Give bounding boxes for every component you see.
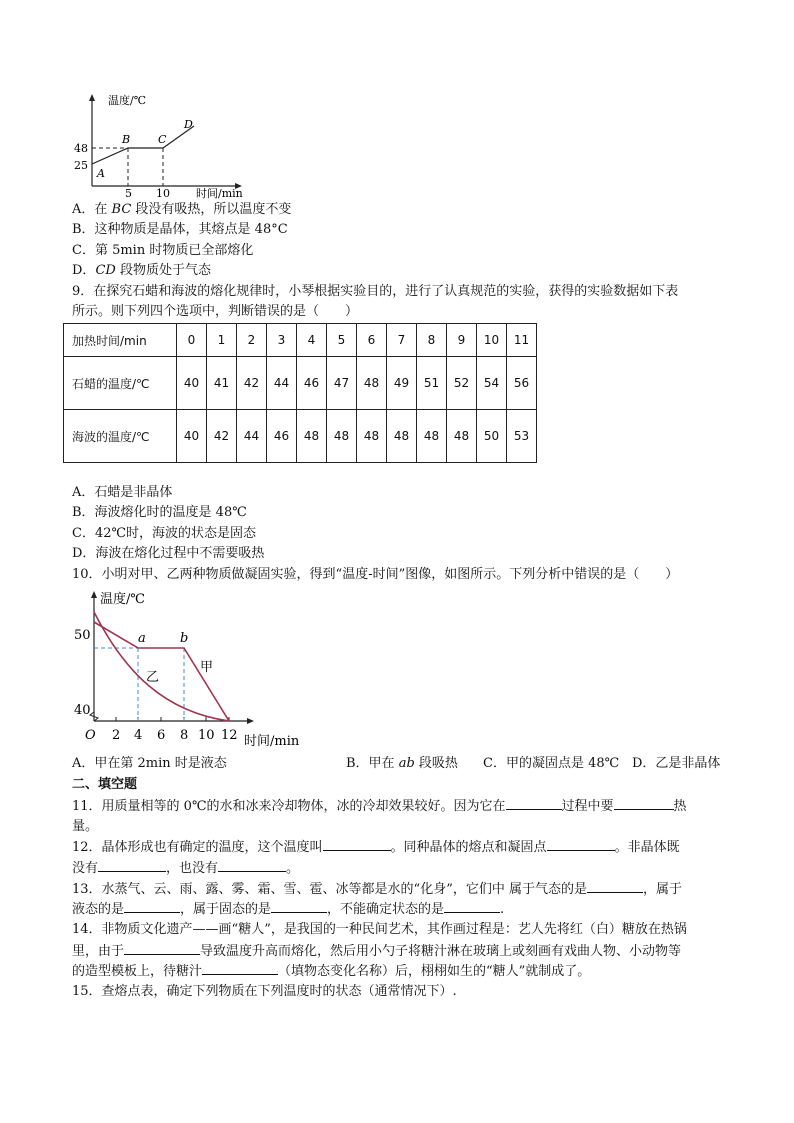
graph2-origin: O	[85, 728, 96, 743]
q11-line2: 量。	[72, 819, 99, 834]
table-cell: 42	[207, 410, 237, 463]
graph1-point-d: D	[184, 118, 193, 131]
table-cell: 44	[237, 410, 267, 463]
q9-option-a: A．石蜡是非晶体	[72, 485, 173, 500]
q14-blank-2[interactable]	[202, 962, 278, 975]
q10-option-a: A．甲在第 2min 时是液态	[72, 756, 227, 771]
table-row-paraffin	[64, 357, 537, 410]
table-cell: 6	[357, 324, 387, 357]
table-cell: 42	[237, 357, 267, 410]
q9-data-table	[63, 323, 537, 463]
q10-option-b: B．甲在 ab 段吸热	[346, 756, 458, 771]
table-cell: 1	[207, 324, 237, 357]
table-cell: 11	[507, 324, 537, 357]
graph2-point-a: a	[138, 631, 146, 646]
q9-option-d: D．海波在熔化过程中不需要吸热	[72, 546, 265, 561]
table-cell: 48	[297, 410, 327, 463]
graph2-x-tick-6: 6	[157, 728, 166, 743]
q9-stem-line1: 9．在探究石蜡和海波的熔化规律时，小琴根据实验目的，进行了认真规范的实验，获得的实验数据如下表	[72, 284, 679, 299]
q9-option-b: B．海波熔化时的温度是 48℃	[72, 505, 247, 520]
graph2-label-jia: 甲	[200, 660, 214, 675]
melting-graph-1	[70, 88, 270, 200]
q14-line3: 的造型模板上，待糖汁 （填物态变化名称）后，栩栩如生的“糖人”就制成了。	[72, 964, 591, 979]
table-cell: 48	[447, 410, 477, 463]
table-cell: 7	[387, 324, 417, 357]
table-cell: 5	[327, 324, 357, 357]
graph1-y-label: 温度/℃	[108, 94, 147, 107]
table-cell: 40	[177, 357, 207, 410]
graph2-point-b: b	[180, 631, 189, 646]
table-cell: 51	[417, 357, 447, 410]
table-cell: 48	[357, 410, 387, 463]
q12-blank-4[interactable]	[218, 859, 286, 872]
q9-stem-line2: 所示。则下列四个选项中，判断错误的是（ ）	[72, 304, 359, 319]
table-cell: 40	[177, 410, 207, 463]
q9-option-c: C．42℃时，海波的状态是固态	[72, 526, 257, 541]
q11-blank-1[interactable]	[506, 797, 562, 810]
table-cell: 53	[507, 410, 537, 463]
graph1-point-c: C	[158, 133, 167, 146]
graph1-y-tick-48: 48	[74, 142, 88, 155]
graph1-x-tick-5: 5	[125, 187, 132, 200]
graph2-x-tick-2: 2	[112, 728, 121, 743]
graph2-x-tick-8: 8	[180, 728, 189, 743]
q10-option-d: D．乙是非晶体	[632, 756, 721, 771]
table-cell: 47	[327, 357, 357, 410]
table-header-label: 加热时间/min	[64, 324, 177, 357]
q13-blank-2[interactable]	[124, 900, 180, 913]
q13-blank-4[interactable]	[444, 900, 500, 913]
table-cell: 4	[297, 324, 327, 357]
graph1-x-label: 时间/min	[196, 187, 243, 200]
q13-line1: 13．水蒸气、云、雨、露、雾、霜、雪、雹、冰等都是水的“化身”，它们中 属于气态的是 ，属于	[72, 882, 682, 897]
table-cell: 52	[447, 357, 477, 410]
q15-stem: 15．查熔点表，确定下列物质在下列温度时的状态（通常情况下）.	[72, 984, 457, 999]
q8-option-c: C．第 5min 时物质已全部熔化	[72, 243, 254, 258]
table-cell: 50	[477, 410, 507, 463]
graph2-x-tick-12: 12	[221, 728, 238, 743]
q13-line2: 液态的是 ，属于固态的是 ，不能确定状态的是 .	[72, 902, 505, 917]
q14-blank-1[interactable]	[124, 942, 200, 955]
table-cell: 3	[267, 324, 297, 357]
graph1-curve	[92, 126, 194, 164]
table-cell: 0	[177, 324, 207, 357]
table-cell: 8	[417, 324, 447, 357]
table-row-time	[64, 324, 537, 357]
graph2-label-yi: 乙	[146, 670, 160, 685]
q12-line2: 没有 ，也没有 。	[72, 861, 300, 876]
q8-option-a: A．在 BC 段没有吸热，所以温度不变	[72, 202, 292, 217]
q13-blank-1[interactable]	[587, 880, 643, 893]
table-cell: 48	[327, 410, 357, 463]
q11-blank-2[interactable]	[614, 797, 674, 810]
graph1-y-tick-25: 25	[74, 159, 88, 172]
q12-blank-3[interactable]	[98, 859, 166, 872]
q11-line1: 11．用质量相等的 0℃的水和冰来冷却物体，冰的冷却效果较好。因为它在 过程中要 热	[72, 799, 687, 814]
table-cell: 2	[237, 324, 267, 357]
q8-option-d: D．CD 段物质处于气态	[72, 263, 211, 278]
table-row-label: 海波的温度/℃	[64, 410, 177, 463]
graph1-point-a: A	[97, 167, 105, 180]
graph1-x-tick-10: 10	[156, 187, 170, 200]
q14-line1: 14．非物质文化遗产——画“糖人”，是我国的一种民间艺术，其作画过程是：艺人先将红（白）糖放在热锅	[72, 922, 687, 937]
q13-blank-3[interactable]	[271, 900, 327, 913]
table-cell: 9	[447, 324, 477, 357]
q14-line2: 里，由于 导致温度升高而熔化，然后用小勺子将糖汁淋在玻璃上或刻画有戏曲人物、小动物等	[72, 944, 682, 959]
table-cell: 46	[297, 357, 327, 410]
table-cell: 46	[267, 410, 297, 463]
table-cell: 48	[387, 410, 417, 463]
graph2-y-tick-40: 40	[74, 703, 91, 718]
table-cell: 41	[207, 357, 237, 410]
graph2-x-tick-10: 10	[198, 728, 215, 743]
table-cell: 44	[267, 357, 297, 410]
q10-option-c: C．甲的凝固点是 48℃	[483, 756, 620, 771]
table-cell: 49	[387, 357, 417, 410]
table-cell: 48	[417, 410, 447, 463]
table-cell: 56	[507, 357, 537, 410]
table-cell: 54	[477, 357, 507, 410]
q8-option-b: B．这种物质是晶体，其熔点是 48°C	[72, 222, 288, 237]
table-row-hypo	[64, 410, 537, 463]
q12-blank-2[interactable]	[547, 838, 615, 851]
solidification-graph	[70, 588, 320, 750]
q12-line1: 12．晶体形成也有确定的温度，这个温度叫 。同种晶体的熔点和凝固点 。非晶体既	[72, 840, 680, 855]
graph2-y-label: 温度/℃	[100, 592, 145, 607]
q12-blank-1[interactable]	[323, 838, 391, 851]
table-row-label: 石蜡的温度/℃	[64, 357, 177, 410]
table-cell: 10	[477, 324, 507, 357]
section-title-fill-blank: 二、填空题	[72, 777, 138, 792]
graph2-x-tick-4: 4	[134, 728, 143, 743]
graph2-x-label: 时间/min	[244, 734, 300, 749]
graph1-point-b: B	[122, 133, 131, 146]
q10-stem: 10．小明对甲、乙两种物质做凝固实验，得到“温度-时间”图像，如图所示。下列分析中错误的是（ ）	[72, 567, 679, 582]
table-cell: 48	[357, 357, 387, 410]
graph2-y-tick-50: 50	[74, 628, 91, 643]
